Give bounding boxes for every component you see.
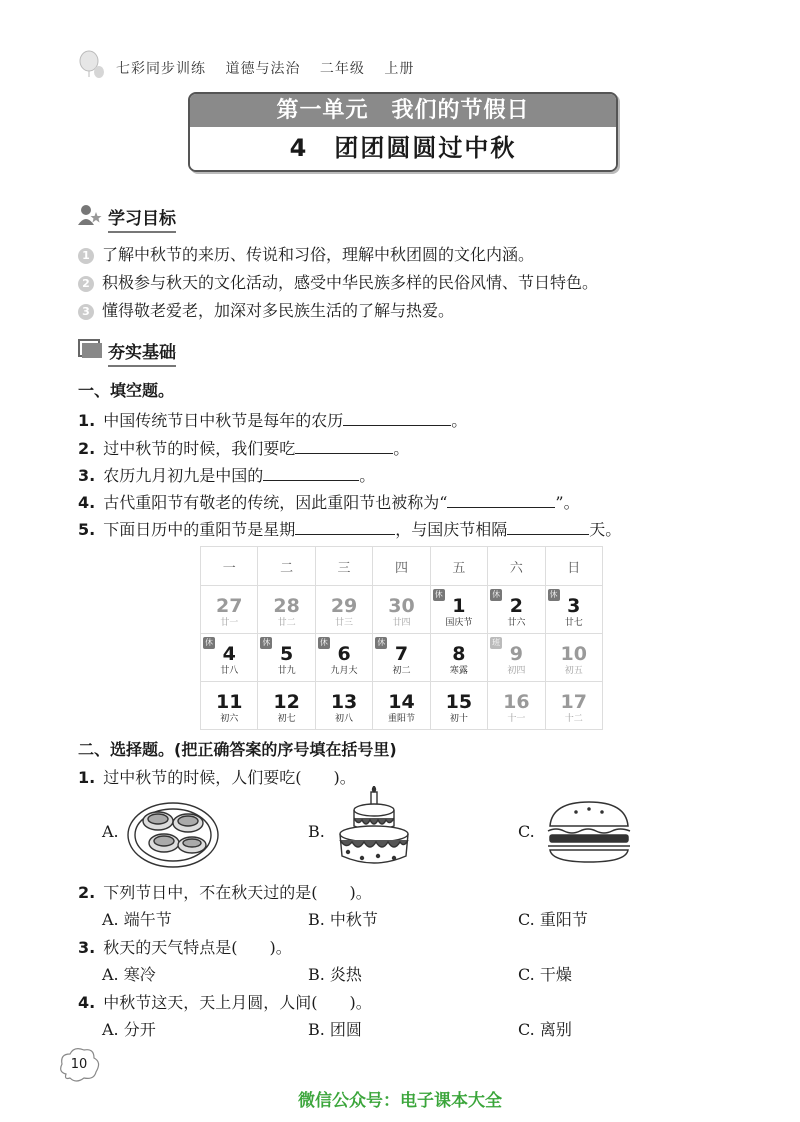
lunar-date: 廿六: [507, 618, 526, 628]
lunar-date: 廿三: [335, 618, 354, 628]
question-text: 秋天的天气特点是( )。: [103, 938, 292, 957]
calendar-day-cell: [258, 682, 315, 730]
day-number: 12: [273, 691, 300, 713]
calendar-day-cell: [430, 634, 487, 682]
day-number: 30: [388, 595, 415, 617]
holiday-badge: 休: [549, 590, 558, 599]
question-number: 4.: [78, 993, 96, 1012]
answer-blank[interactable]: [447, 493, 555, 508]
option-c: C. 干燥: [518, 965, 572, 984]
calendar-day-cell: [545, 634, 602, 682]
option-b-label: B.: [308, 822, 325, 841]
goal-number: 1: [78, 248, 94, 264]
calendar-day-cell: [201, 634, 258, 682]
option-c-label: C.: [518, 822, 535, 841]
lunar-date: 初六: [220, 714, 239, 724]
lesson-title: 4 团团圆圆过中秋: [190, 127, 616, 170]
calendar-day-cell: [315, 586, 372, 634]
weekday-label: 五: [430, 547, 487, 586]
day-number: 14: [388, 691, 415, 713]
question-number: 4.: [78, 493, 96, 512]
holiday-badge: 班: [492, 638, 501, 647]
lunar-date: 初七: [277, 714, 296, 724]
option-a-label: A.: [102, 822, 119, 841]
day-number: 15: [445, 691, 473, 713]
answer-blank[interactable]: [343, 411, 451, 426]
day-number: 10: [560, 643, 587, 665]
watermark-text: 微信公众号：电子课本大全: [298, 1091, 502, 1111]
goal-text: 懂得敬老爱老，加深对多民族生活的了解与热爱。: [102, 301, 455, 320]
weekday-label: 六: [488, 547, 545, 586]
question-text-end: ”。: [555, 493, 580, 512]
calendar-day-cell: [545, 682, 602, 730]
choice-question: [78, 990, 372, 1013]
goals-heading: 学习目标: [108, 209, 176, 233]
option-a: A. 端午节: [102, 910, 172, 929]
question-text-end: 。: [451, 411, 468, 430]
question-number: 5.: [78, 520, 96, 539]
holiday-badge: 休: [434, 590, 443, 599]
lunar-date: 十一: [507, 714, 526, 724]
learner-icon: [78, 204, 102, 231]
weekday-label: 三: [315, 547, 372, 586]
day-number: 28: [273, 595, 300, 617]
question-number: 3.: [78, 466, 96, 485]
question-text: 古代重阳节有敬老的传统，因此重阳节也被称为“: [103, 493, 448, 512]
series-name: 七彩同步训练: [116, 61, 206, 77]
choice-question: [78, 935, 292, 958]
question-text: 过中秋节的时候，我们要吃: [103, 439, 296, 458]
weekday-label: 二: [258, 547, 315, 586]
option-b: B. 中秋节: [308, 910, 378, 929]
option-c: C. 重阳节: [518, 910, 588, 929]
book-header: [116, 58, 428, 78]
option-c: C. 离别: [518, 1020, 572, 1039]
question-text-end: 。: [359, 466, 376, 485]
question-text: 下面日历中的重阳节是星期: [103, 520, 296, 539]
question-number: 2.: [78, 439, 96, 458]
day-number: 8: [452, 643, 466, 665]
calendar-week-row: [201, 682, 603, 730]
lunar-date: 廿七: [564, 618, 583, 628]
question-number: 1.: [78, 411, 96, 430]
lunar-date: 初二: [392, 666, 411, 676]
goal-text: 积极参与秋天的文化活动，感受中华民族多样的民俗风情、节日特色。: [102, 273, 599, 292]
calendar-day-cell: [258, 586, 315, 634]
day-number: 17: [560, 691, 587, 713]
lunar-date: 初五: [564, 666, 583, 676]
day-number: 2: [509, 595, 523, 617]
day-number: 16: [503, 691, 530, 713]
calendar-day-cell: [488, 682, 545, 730]
fill-question: [78, 463, 375, 486]
lunar-date: 廿九: [277, 666, 296, 676]
question-text-end: 。: [393, 439, 410, 458]
lunar-date: 廿四: [392, 618, 411, 628]
calendar-day-cell: [201, 586, 258, 634]
choice-question: [78, 765, 356, 788]
lunar-date: 九月大: [330, 666, 358, 676]
page-number: 10: [70, 1057, 88, 1072]
goal-text: 了解中秋节的来历、传说和习俗，理解中秋团圆的文化内涵。: [102, 245, 535, 264]
lunar-date: 初八: [335, 714, 354, 724]
question-text: 下列节日中，不在秋天过的是( )。: [103, 883, 372, 902]
day-number: 29: [330, 595, 358, 617]
lunar-date: 廿八: [220, 666, 239, 676]
october-calendar: [200, 546, 603, 730]
question-text: 农历九月初九是中国的: [103, 466, 264, 485]
choice-question: [78, 880, 372, 903]
lunar-date: 国庆节: [445, 618, 473, 628]
fill-question: [78, 408, 467, 431]
choice-section-title: 二、选择题。(把正确答案的序号填在括号里): [78, 740, 397, 759]
calendar-day-cell: [373, 682, 430, 730]
holiday-badge: 休: [319, 638, 328, 647]
weekday-label: 日: [545, 547, 602, 586]
day-number: 13: [330, 691, 358, 713]
calendar-day-cell: [315, 634, 372, 682]
fill-question: [78, 490, 580, 513]
question-text: 过中秋节的时候，人们要吃( )。: [103, 768, 356, 787]
goal-number: 2: [78, 276, 94, 292]
day-number: 6: [337, 643, 351, 665]
goal-item: [78, 242, 534, 265]
option-a: A. 分开: [102, 1020, 156, 1039]
holiday-badge: 休: [377, 638, 386, 647]
lunar-date: 重阳节: [387, 714, 415, 724]
fill-question: [78, 517, 621, 540]
calendar-week-row: [201, 634, 603, 682]
day-number: 3: [567, 595, 581, 617]
answer-blank[interactable]: [295, 439, 393, 454]
balloon-icon: [76, 50, 106, 84]
option-b: B. 团圆: [308, 1020, 362, 1039]
lunar-date: 廿一: [220, 618, 239, 628]
lunar-date: 初十: [449, 714, 468, 724]
weekday-label: 一: [201, 547, 258, 586]
day-number: 7: [394, 643, 409, 665]
goal-item: [78, 298, 454, 321]
day-number: 27: [215, 595, 243, 617]
lunar-date: 十二: [564, 714, 583, 724]
grade-name: 二年级: [319, 61, 365, 77]
day-number: 9: [509, 643, 523, 665]
day-number: 1: [452, 595, 466, 617]
calendar-day-cell: [430, 682, 487, 730]
goal-number: 3: [78, 304, 94, 320]
book-icon: [78, 339, 102, 364]
volume-name: 上册: [384, 61, 415, 77]
calendar-day-cell: [430, 586, 487, 634]
question-text-end: 天。: [589, 520, 622, 539]
calendar-day-cell: [488, 634, 545, 682]
hamburger-image: [546, 800, 632, 868]
question-number: 2.: [78, 883, 96, 902]
option-b: B. 炎热: [308, 965, 362, 984]
weekday-label: 四: [373, 547, 430, 586]
day-number: 11: [215, 691, 243, 713]
birthday-cake-image: [332, 786, 416, 878]
mooncake-plate-image: [126, 795, 220, 873]
lunar-date: 初四: [507, 666, 526, 676]
goals-section-heading: [78, 204, 176, 229]
question-text: 中国传统节日中秋节是每年的农历: [103, 411, 344, 430]
goal-item: [78, 270, 598, 293]
fill-section-title: 一、填空题。: [78, 381, 175, 400]
calendar-day-cell: [258, 634, 315, 682]
subject-name: 道德与法治: [225, 61, 301, 77]
question-text: 中秋节这天，天上月圆，人间( )。: [103, 993, 372, 1012]
calendar-day-cell: [373, 634, 430, 682]
lesson-title-box: [188, 92, 618, 172]
calendar-day-cell: [488, 586, 545, 634]
calendar-day-cell: [373, 586, 430, 634]
answer-blank[interactable]: [263, 466, 359, 481]
lunar-date: 廿二: [277, 618, 296, 628]
question-number: 3.: [78, 938, 96, 957]
calendar-week-row: [201, 586, 603, 634]
calendar-day-cell: [545, 586, 602, 634]
unit-title: 第一单元 我们的节假日: [190, 94, 616, 127]
holiday-badge: 休: [262, 638, 271, 647]
day-number: 4: [222, 643, 236, 665]
holiday-badge: 休: [492, 590, 501, 599]
question-number: 1.: [78, 768, 96, 787]
question-text-mid: ，与国庆节相隔: [395, 520, 508, 539]
fill-question: [78, 436, 409, 459]
answer-blank[interactable]: [507, 520, 589, 535]
answer-blank[interactable]: [295, 520, 395, 535]
day-number: 5: [280, 643, 294, 665]
lunar-date: 寒露: [449, 666, 468, 676]
holiday-badge: 休: [205, 638, 213, 647]
weekday-row: [201, 547, 603, 586]
basics-section-heading: [78, 338, 176, 363]
basics-heading: 夯实基础: [108, 343, 176, 367]
option-a: A. 寒冷: [102, 965, 156, 984]
calendar-day-cell: [201, 682, 258, 730]
calendar-day-cell: [315, 682, 372, 730]
